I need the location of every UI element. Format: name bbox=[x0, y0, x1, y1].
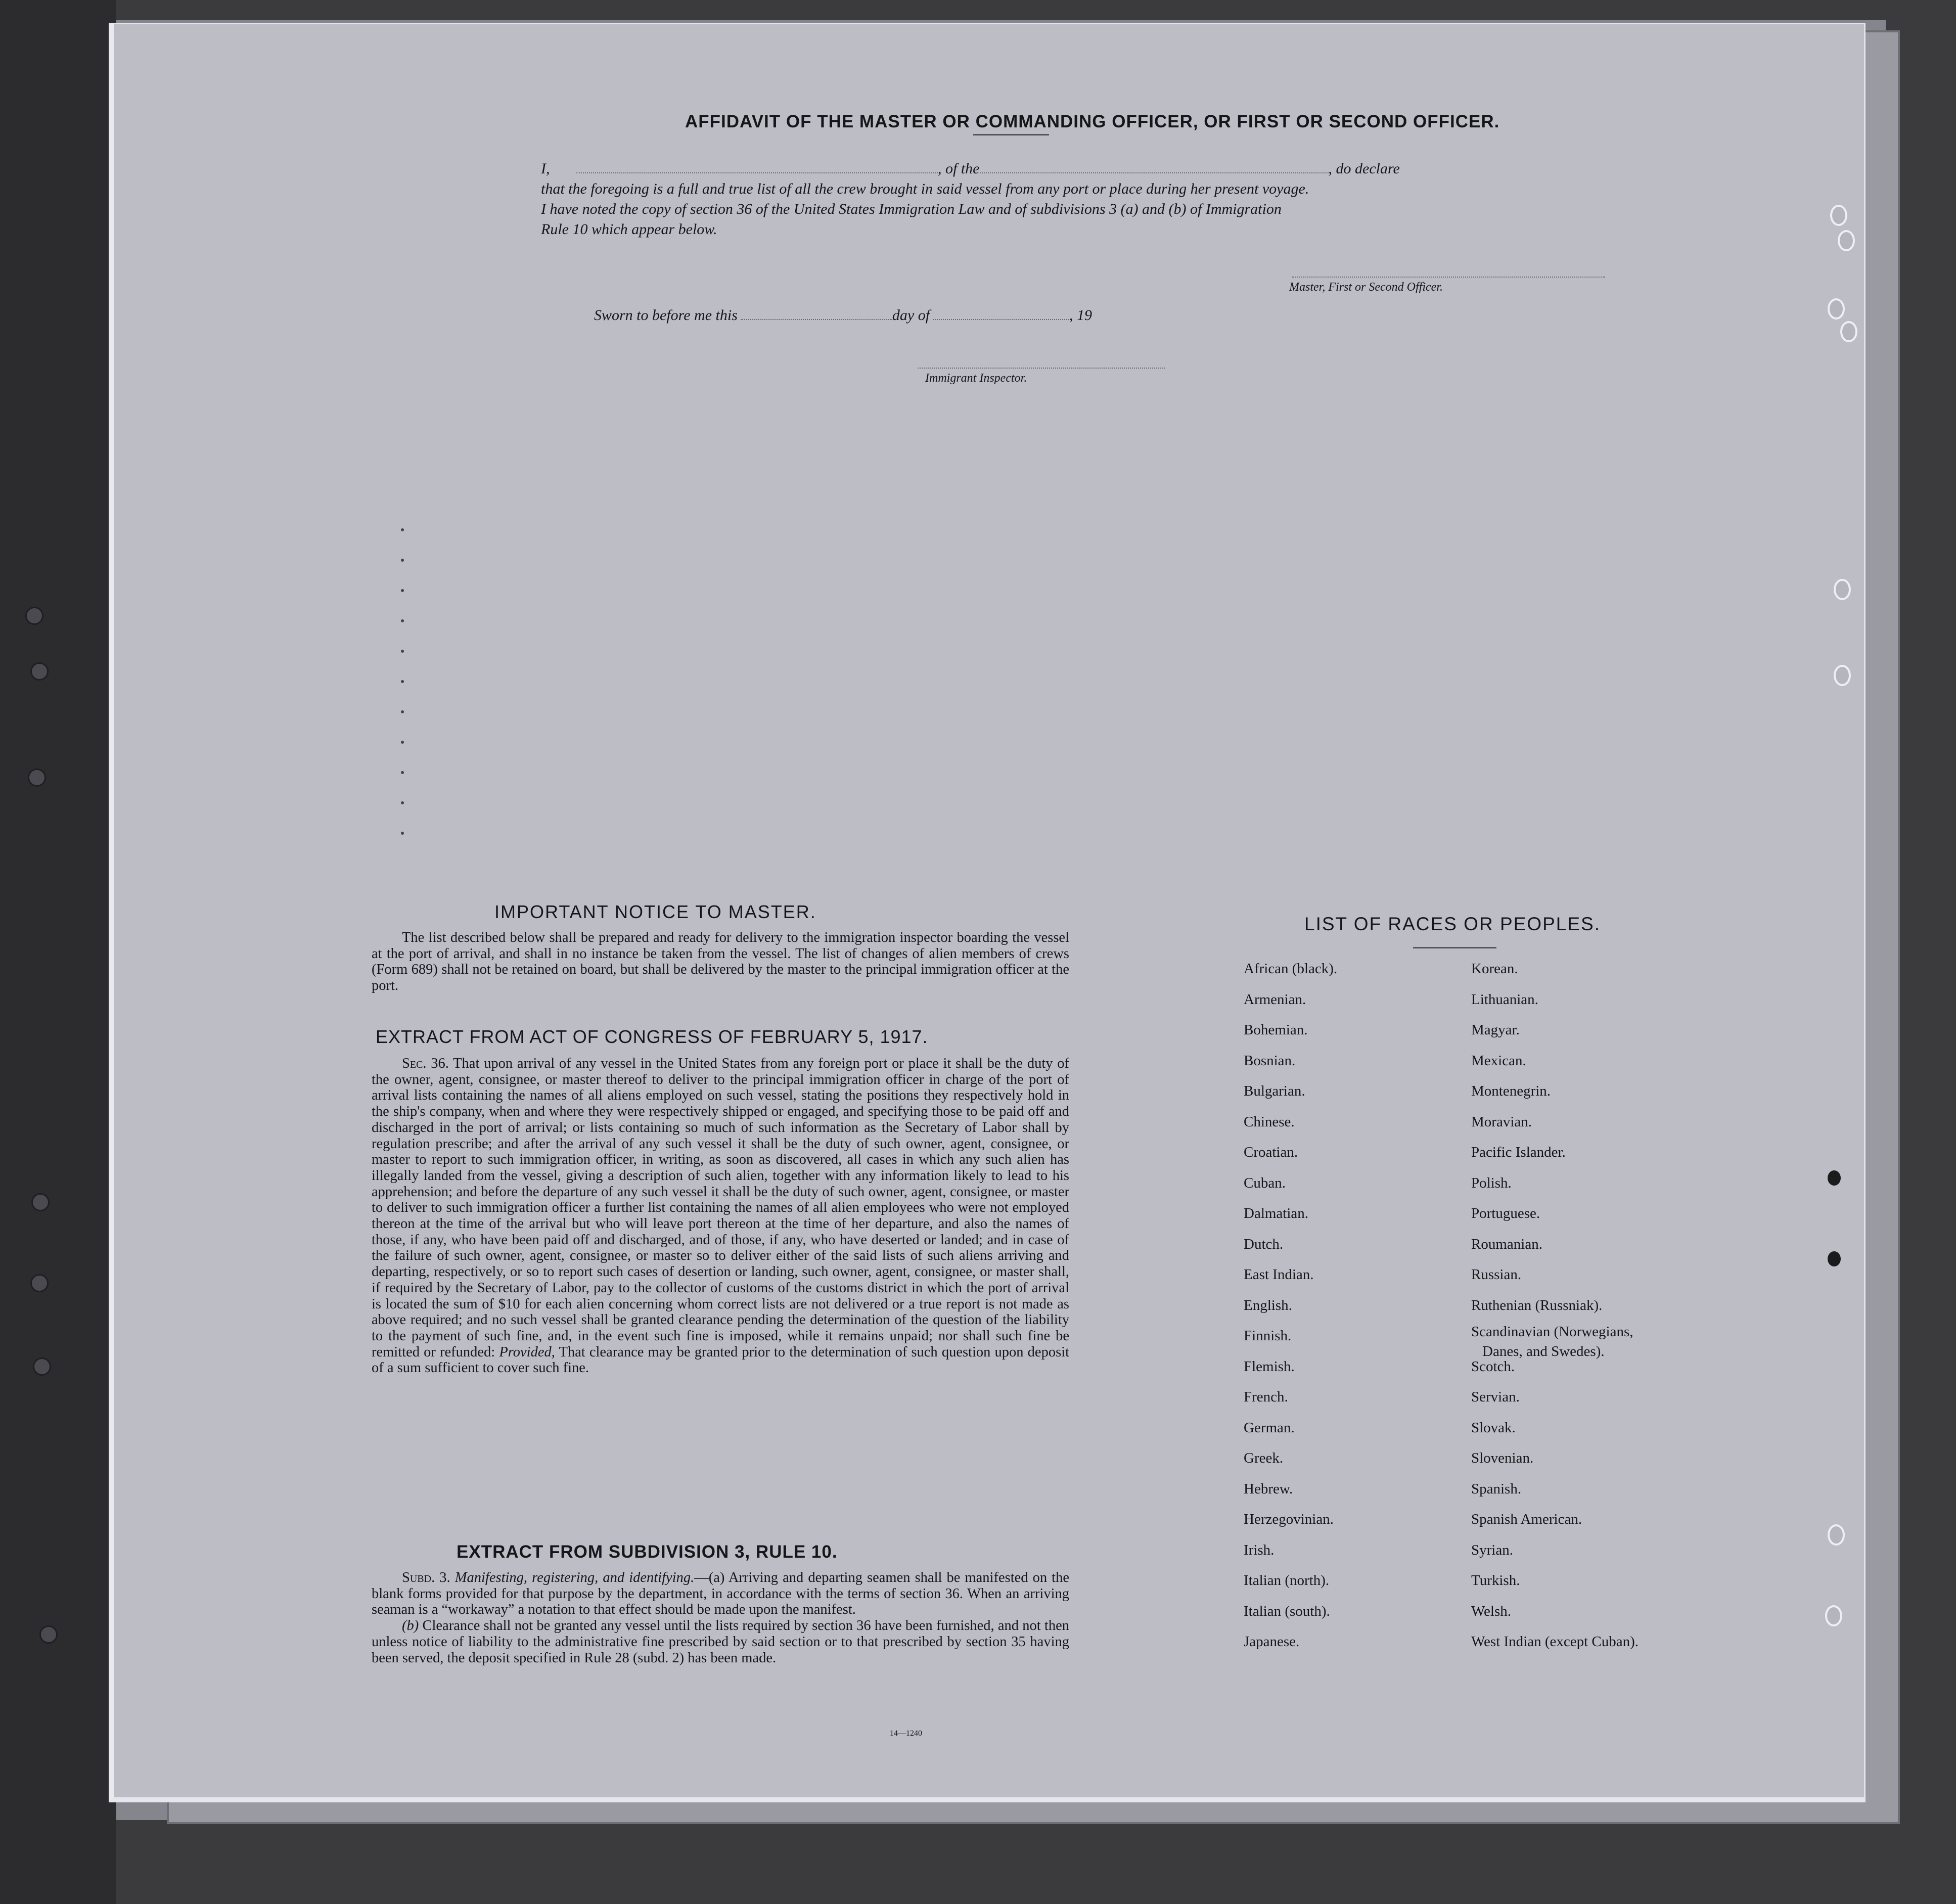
race-item: Cuban. bbox=[1244, 1174, 1286, 1191]
punch-hole bbox=[1825, 1605, 1842, 1626]
signature-label: Master, First or Second Officer. bbox=[1289, 281, 1443, 294]
form-number: 14—1240 bbox=[890, 1729, 922, 1738]
race-item: Syrian. bbox=[1471, 1542, 1513, 1558]
race-item: Moravian. bbox=[1471, 1113, 1532, 1130]
punch-hole bbox=[1834, 579, 1851, 600]
race-item: Turkish. bbox=[1471, 1572, 1520, 1589]
punch-hole bbox=[1828, 1170, 1841, 1186]
race-item: Servian. bbox=[1471, 1389, 1520, 1405]
race-item: Lithuanian. bbox=[1471, 991, 1538, 1008]
race-item: Russian. bbox=[1471, 1266, 1522, 1283]
race-item: Armenian. bbox=[1244, 991, 1306, 1008]
race-item: Slovenian. bbox=[1471, 1450, 1534, 1466]
affidavit-of-the: , of the bbox=[938, 160, 980, 177]
race-item: Dalmatian. bbox=[1244, 1205, 1309, 1221]
affidavit-declare: , do declare bbox=[1328, 160, 1400, 177]
act-extract-title: EXTRACT FROM ACT OF CONGRESS OF FEBRUARY 5, 1917. bbox=[376, 1026, 928, 1047]
race-item: West Indian (except Cuban). bbox=[1471, 1634, 1639, 1650]
race-item: German. bbox=[1244, 1419, 1295, 1436]
inspector-label: Immigrant Inspector. bbox=[925, 372, 1027, 385]
punch-hole bbox=[1828, 298, 1845, 320]
race-item: Flemish. bbox=[1244, 1358, 1295, 1375]
inspector-signature-field bbox=[918, 367, 1165, 369]
affidavit-i: I, bbox=[541, 160, 550, 177]
race-item: Danes, and Swedes). bbox=[1482, 1343, 1605, 1359]
affidavit-title: AFFIDAVIT OF THE MASTER OR COMMANDING OFFICER, OR FIRST OR SECOND OFFICER. bbox=[685, 112, 1500, 131]
punch-hole bbox=[1828, 1251, 1841, 1266]
race-item: Welsh. bbox=[1471, 1603, 1512, 1619]
race-item: Dutch. bbox=[1244, 1236, 1284, 1252]
race-item: Bulgarian. bbox=[1244, 1083, 1305, 1099]
race-item: Chinese. bbox=[1244, 1113, 1295, 1130]
master-signature-field bbox=[1292, 276, 1605, 278]
race-item: Korean. bbox=[1471, 961, 1518, 977]
binding-hole bbox=[30, 1274, 49, 1292]
race-item: Polish. bbox=[1471, 1174, 1512, 1191]
race-item: Portuguese. bbox=[1471, 1205, 1540, 1221]
punch-hole bbox=[1838, 230, 1855, 251]
race-item: Herzegovinian. bbox=[1244, 1511, 1334, 1527]
binding-hole bbox=[39, 1625, 58, 1644]
affidavit-declaration-line bbox=[541, 159, 1400, 178]
race-item: Finnish. bbox=[1244, 1328, 1292, 1344]
race-item: Greek. bbox=[1244, 1450, 1284, 1466]
punch-hole bbox=[1830, 205, 1847, 226]
sworn-prefix: Sworn to before me this bbox=[594, 307, 738, 324]
document-page bbox=[109, 23, 1866, 1802]
sworn-day-field bbox=[741, 319, 892, 320]
race-item: Pacific Islander. bbox=[1471, 1144, 1566, 1160]
sworn-day-of: day of bbox=[892, 307, 930, 324]
races-title: LIST OF RACES OR PEOPLES. bbox=[1304, 914, 1601, 934]
rule-extract-body: Subd. 3. Manifesting, registering, and identifying.—(a) Arriving and departing seamen shall be manifested on the blank forms provided for that purpose by the department, in accordance with the terms of section 36. When an arriving seaman is a “workaway” a notation to that effect should be made upon the manifest. (b) Clearance shall not be granted any vessel until the lists required by section 36 have been furnished, and not then unless notice of liability to the administrative fine prescribed by said section or to that prescribed by section 35 having been served, the deposit specified in Rule 28 (subd. 2) has been made. bbox=[372, 1570, 1070, 1666]
master-name-field bbox=[576, 172, 938, 173]
rule-extract-title: EXTRACT FROM SUBDIVISION 3, RULE 10. bbox=[457, 1542, 838, 1562]
race-item: East Indian. bbox=[1244, 1266, 1314, 1283]
affidavit-line-2: that the foregoing is a full and true list of all the crew brought in said vessel from any port or place during her present voyage. bbox=[541, 180, 1309, 197]
race-item: Bosnian. bbox=[1244, 1052, 1296, 1069]
race-item: French. bbox=[1244, 1389, 1288, 1405]
binding-hole bbox=[28, 768, 46, 787]
race-item: Hebrew. bbox=[1244, 1480, 1293, 1497]
binding-hole bbox=[33, 1357, 51, 1376]
notice-title: IMPORTANT NOTICE TO MASTER. bbox=[494, 901, 816, 922]
race-item: Bohemian. bbox=[1244, 1022, 1308, 1038]
binding-hole bbox=[30, 662, 49, 681]
race-item: Ruthenian (Russniak). bbox=[1471, 1297, 1603, 1313]
sworn-year: , 19 bbox=[1069, 307, 1093, 324]
race-item: Scandinavian (Norwegians, bbox=[1471, 1324, 1633, 1340]
vessel-name-field bbox=[980, 172, 1329, 173]
sworn-line bbox=[594, 306, 1092, 325]
race-item: Irish. bbox=[1244, 1542, 1275, 1558]
race-item: Spanish American. bbox=[1471, 1511, 1582, 1527]
binding-hole bbox=[31, 1193, 50, 1211]
race-item: African (black). bbox=[1244, 961, 1338, 977]
race-item: Italian (south). bbox=[1244, 1603, 1330, 1619]
act-extract-body: Sec. 36. That upon arrival of any vessel in the United States from any foreign port or place it shall be the duty of the owner, agent, consignee, or master thereof to deliver to the principal immigration officer in charge of the port of arrival lists containing the names of all aliens employed on such vessel, stating the positions they respectively hold in the ship's company, when and where they were respectively shipped or engaged, and specifying those to be paid off and discharged in the port of arrival; or lists containing so much of such information as the Secretary of Labor shall by regulation prescribe; and after the arrival of any such vessel it shall be the duty of such owner, agent, consignee, or master to report to such immigration officer, in writing, as soon as discovered, all cases in which any such alien has illegally landed from the vessel, giving a description of such alien, together with any information likely to lead to his apprehension; and before the departure of any such vessel it shall be the duty of such owner, agent, consignee, or master to deliver to such immigration officer a further list containing the names of all alien employees who were not employed thereon at the time of the arrival but who will leave port thereon at the time of her departure, and also the names of those, if any, who have been paid off and discharged, and of those, if any, who have deserted or landed; and in case of the failure of such owner, agent, consignee, or master so to deliver either of the said lists of such aliens arriving and departing, respectively, or so to report such cases of desertion or landing, such owner, agent, consignee, or master shall, if required by the Secretary of Labor, pay to the collector of customs of the customs district in which the port of arrival is located the sum of $10 for each alien concerning whom correct lists are not delivered or a true report is not made as above required; and no such vessel shall be granted clearance pending the determination of the question of the liability to the payment of such fine, and, in the event such fine is imposed, while it remains unpaid; nor shall such fine be remitted or refunded: Provided, That clearance may be granted prior to the determination of such question upon deposit of a sum sufficient to cover such fine. bbox=[372, 1056, 1069, 1376]
punch-hole bbox=[1834, 665, 1851, 686]
race-item: English. bbox=[1244, 1297, 1292, 1313]
affidavit-line-3: I have noted the copy of section 36 of the United States Immigration Law and of subdivisions 3 (a) and (b) of Immigration bbox=[541, 201, 1282, 217]
binding-edge bbox=[0, 0, 116, 1904]
race-item: Slovak. bbox=[1471, 1419, 1516, 1436]
race-item: Montenegrin. bbox=[1471, 1083, 1551, 1099]
sworn-month-field bbox=[933, 319, 1069, 320]
punch-hole bbox=[1840, 321, 1857, 342]
binding-hole bbox=[25, 607, 43, 625]
race-item: Magyar. bbox=[1471, 1022, 1520, 1038]
race-item: Scotch. bbox=[1471, 1358, 1515, 1375]
race-item: Roumanian. bbox=[1471, 1236, 1542, 1252]
affidavit-line-4: Rule 10 which appear below. bbox=[541, 221, 717, 238]
race-item: Italian (north). bbox=[1244, 1572, 1330, 1589]
race-item: Spanish. bbox=[1471, 1480, 1522, 1497]
race-item: Mexican. bbox=[1471, 1052, 1526, 1069]
race-item: Croatian. bbox=[1244, 1144, 1298, 1160]
punch-hole bbox=[1828, 1524, 1845, 1546]
race-item: Japanese. bbox=[1244, 1634, 1300, 1650]
notice-body: The list described below shall be prepared and ready for delivery to the immigration inspector boarding the vessel at the port of arrival, and shall in no instance be taken from the vessel. The list of changes of alien members of crews (Form 689) shall not be retained on board, but shall be delivered by the master to the principal immigration officer at the port. bbox=[372, 930, 1069, 994]
